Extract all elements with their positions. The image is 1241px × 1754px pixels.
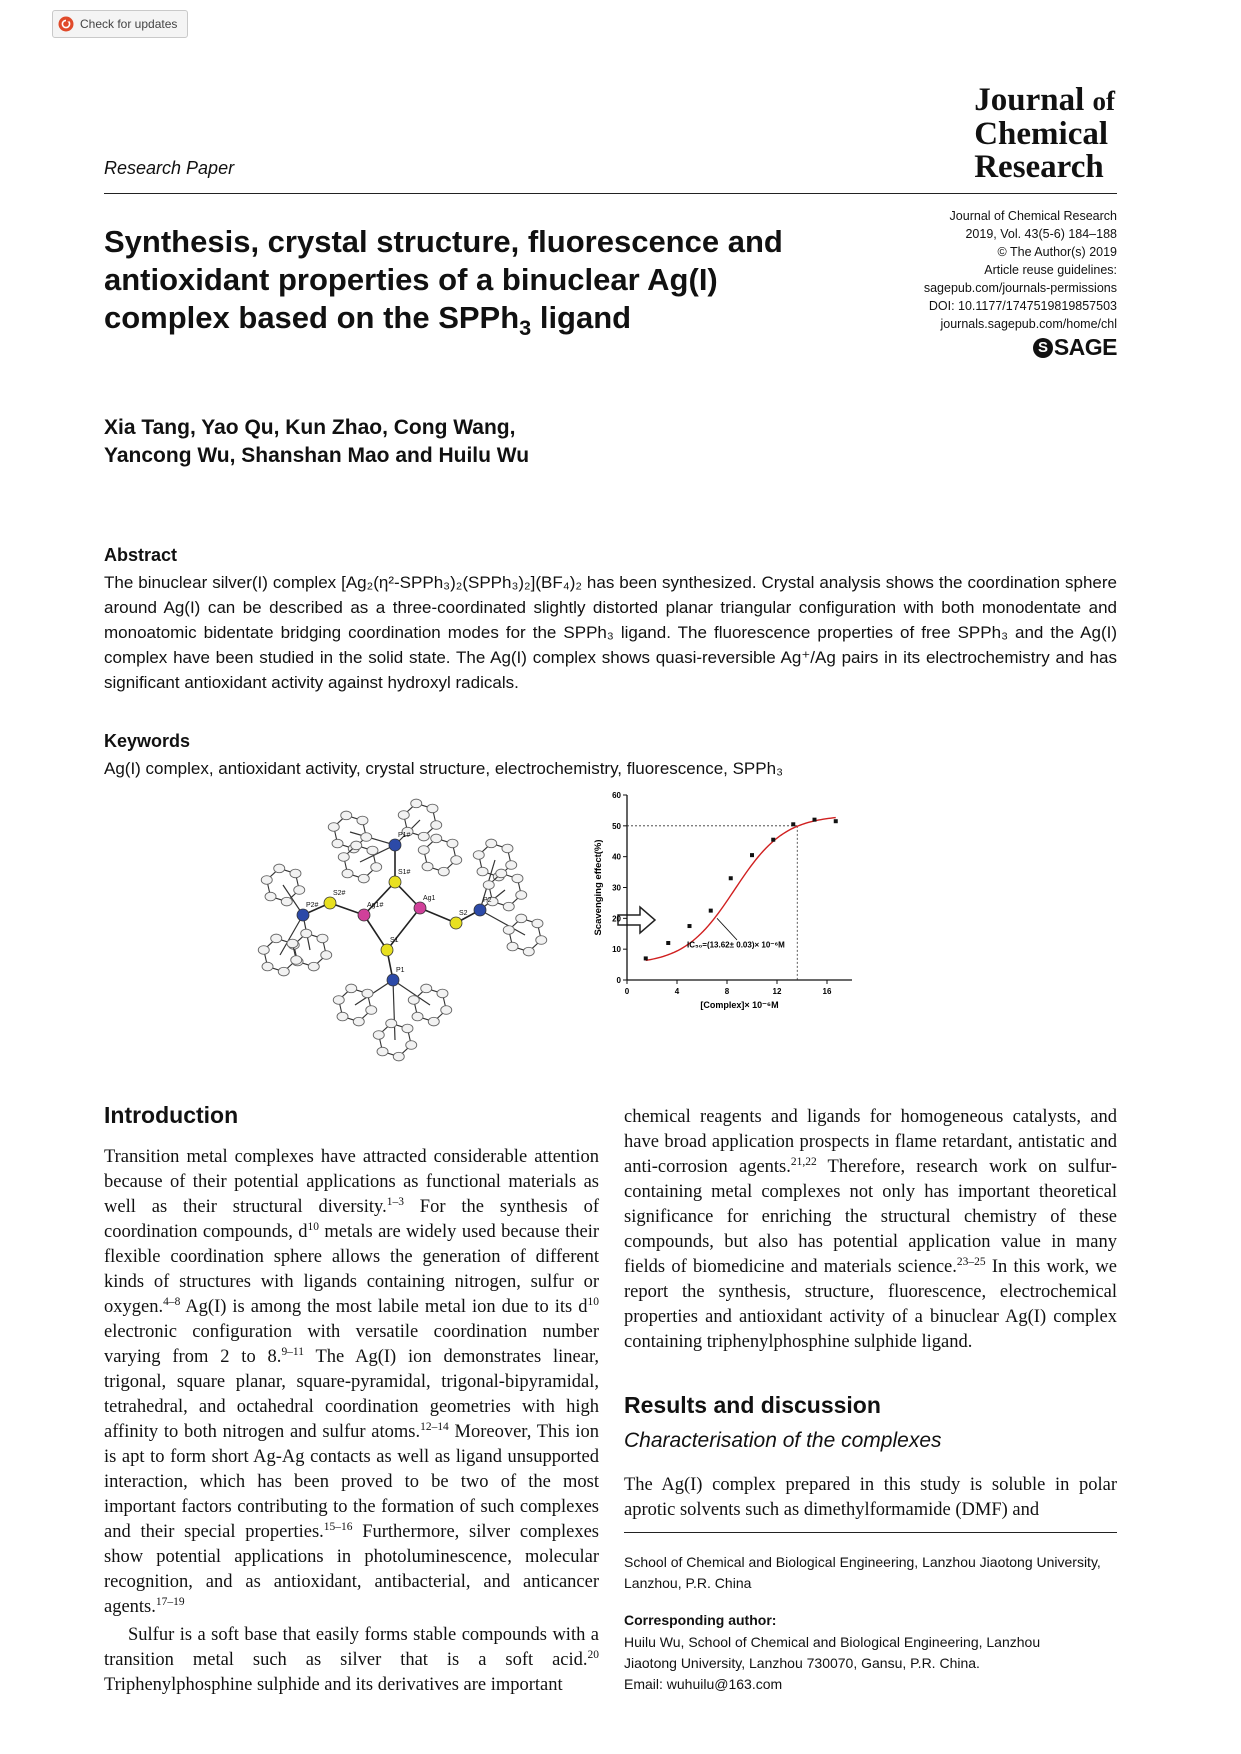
carbon-atom <box>516 914 527 923</box>
atom-label: S1 <box>390 937 399 944</box>
footnote-divider <box>624 1532 1117 1533</box>
corresponding-author-heading: Corresponding author: <box>624 1612 777 1628</box>
carbon-atom <box>437 989 448 998</box>
carbon-atom <box>532 919 543 928</box>
citation-superscript: 4–8 <box>163 1295 181 1308</box>
introduction-paragraph-continued: chemical reagents and ligands for homogeneous catalysts, and have broad application prospects in flame retardant, antistatic and anti-corrosion agents.$^{21,22}$ Therefore, research work on sulfur-containing metal complexes not only has important theoretical significance for enriching the structural chemistry of these compounds, but also has potential application value in many fields of biomedicine and materials science.$^{23-25}$ In this work, we report the synthesis, structure, fluorescence, electrochemical properties and antioxidant activity of a binuclear Ag(I) complex containing triphenylphosphine sulphide ligand. <box>624 1107 1118 1352</box>
refresh-icon <box>58 16 74 32</box>
carbon-atom <box>291 956 302 965</box>
pub-reuse: Article reuse guidelines: <box>984 263 1117 277</box>
x-axis-label: [Complex]× 10⁻⁶M <box>700 1000 779 1010</box>
carbon-atom <box>477 867 488 876</box>
s-atom <box>389 876 401 888</box>
carbon-atom <box>351 841 362 850</box>
sage-s-icon: S <box>1033 338 1053 358</box>
x-tick-label: 12 <box>772 987 782 996</box>
corr-line-1: Huilu Wu, School of Chemical and Biological Engineering, Lanzhou <box>624 1634 1041 1650</box>
carbon-atom <box>294 886 305 895</box>
x-tick-label: 4 <box>674 987 680 996</box>
subsection-heading: Characterisation of the complexes <box>624 1429 942 1452</box>
y-tick-label: 40 <box>612 852 621 862</box>
results-paragraph-1: The Ag(I) complex prepared in this study is soluble in polar aprotic solvents such as dimethylformamide (DMF) and <box>624 1475 1117 1520</box>
p-c-bond <box>393 980 395 1040</box>
y-tick-label: 50 <box>612 821 621 831</box>
s-atom <box>381 944 393 956</box>
carbon-atom <box>342 869 353 878</box>
carbon-atom <box>362 989 373 998</box>
introduction-heading: Introduction <box>104 1102 239 1128</box>
atom-label: P2 <box>483 897 492 904</box>
results-heading: Results and discussion <box>624 1392 881 1418</box>
keywords-heading: Keywords <box>104 731 191 751</box>
fit-curve <box>646 818 836 961</box>
title-line-2: antioxidant properties of a binuclear Ag(I) <box>104 262 718 297</box>
pub-copyright: © The Author(s) 2019 <box>997 245 1117 259</box>
p-atom <box>387 974 399 986</box>
abstract-heading: Abstract <box>104 545 178 565</box>
p-c-bond <box>355 980 393 1005</box>
carbon-atom <box>431 821 442 830</box>
data-point <box>729 876 733 880</box>
x-tick-label: 0 <box>624 987 630 996</box>
s-atom <box>450 917 462 929</box>
carbon-atom <box>346 984 357 993</box>
citation-superscript: 20 <box>587 1648 599 1661</box>
authors-line-1: Xia Tang, Yao Qu, Kun Zhao, Cong Wang, <box>104 416 516 439</box>
carbon-atom <box>438 867 449 876</box>
citation-superscript: 10 <box>307 1220 319 1233</box>
corresponding-author-details <box>624 1632 1117 1695</box>
p-atom <box>297 909 309 921</box>
coordination-bond <box>364 882 395 915</box>
y-tick-label: 10 <box>612 945 621 955</box>
p-atom <box>389 839 401 851</box>
citation-superscript: 21,22 <box>790 1155 817 1168</box>
pub-doi-link[interactable]: DOI: 10.1177/1747519819857503 <box>928 299 1117 313</box>
check-for-updates-button[interactable] <box>52 10 188 38</box>
authors-line-2: Yancong Wu, Shanshan Mao and Huilu Wu <box>104 444 530 467</box>
scavenging-chart <box>593 791 852 1010</box>
atom-label: S2 <box>459 910 468 917</box>
pub-homepage-link[interactable]: journals.sagepub.com/home/chl <box>940 317 1117 331</box>
introduction-paragraph-1: Transition metal complexes have attracted considerable attention because of their potential applications as functional materials as well as their structural diversity.$^{1-3}$ For the synthesis of coordination compounds, $d^{10}$ metals are widely used because their flexible coordination sphere allows the generation of different kinds of structures with ligands containing nitrogen, sulfur or oxygen.$^{4-8}$ Ag(I) is among the most labile metal ion due to its $d^{10}$ electronic configuration with versatile coordination number varying from 2 to 8.$^{9-11}$ The Ag(I) ion demonstrates linear, trigonal, square planar, square-pyramidal, trigonal-bipyramidal, tetrahedral, and octahedral coordination geometries with high affinity to both nitrogen and sulfur atoms.$^{12-14}$ Moreover, This ion is apt to form short Ag-Ag contacts as well as ligand unsupported interaction, which has been proved to be two of the most important factors contributing to the formation of such complexes and their special properties.$^{15-16}$ Furthermore, silver complexes show potential applications in photoluminescence, molecular recognition, and as antioxidant, antibacterial, and anticancer agents.$^{17-19}$ <box>104 1147 599 1617</box>
carbon-atom <box>337 1012 348 1021</box>
carbon-atom <box>301 929 312 938</box>
carbon-atom <box>441 1006 452 1015</box>
journal-logo-line3: Research <box>974 149 1104 185</box>
carbon-atom <box>507 942 518 951</box>
carbon-atom <box>503 926 514 935</box>
crystal-structure-diagram <box>258 799 546 1061</box>
carbon-atom <box>278 967 289 976</box>
carbon-atom <box>506 861 517 870</box>
paper-type-label: Research Paper <box>104 158 235 178</box>
author-list <box>104 414 704 470</box>
carbon-atom <box>366 1006 377 1015</box>
pub-permissions-link[interactable]: sagepub.com/journals-permissions <box>923 281 1117 295</box>
carbon-atom <box>422 862 433 871</box>
journal-logo-line2: Chemical <box>974 116 1109 152</box>
pub-volume: 2019, Vol. 43(5-6) 184–188 <box>965 227 1117 241</box>
carbon-atom <box>418 846 429 855</box>
carbon-atom <box>353 1017 364 1026</box>
y-tick-label: 60 <box>612 791 621 800</box>
carbon-atom <box>523 947 534 956</box>
carbon-atom <box>473 851 484 860</box>
y-tick-label: 30 <box>612 883 621 893</box>
title-subscript: 3 <box>519 315 532 341</box>
carbon-atom <box>402 1024 413 1033</box>
ic50-annotation: IC₅₀=(13.62± 0.03)× 10⁻⁶M <box>687 940 785 950</box>
introduction-paragraph-2: Sulfur is a soft base that easily forms stable compounds with a transition metal such as silver that is a soft acid.$^{20}$ Triphenylphosphine sulphide and its derivatives are important <box>104 1625 599 1695</box>
carbon-atom <box>447 839 458 848</box>
carbon-atom <box>290 869 301 878</box>
publication-info <box>817 207 1117 333</box>
data-point <box>771 838 775 842</box>
carbon-atom <box>332 839 343 848</box>
title-line-3-end: ligand <box>531 300 632 335</box>
journal-logo-of: of <box>1092 86 1115 116</box>
ag-atom <box>414 902 426 914</box>
x-tick-label: 16 <box>822 987 832 996</box>
data-point <box>750 853 754 857</box>
carbon-atom <box>418 832 429 841</box>
s-atom <box>324 897 336 909</box>
carbon-atom <box>406 1041 417 1050</box>
carbon-atom <box>431 834 442 843</box>
graphical-abstract-figure <box>255 790 975 1065</box>
atom-label: S1# <box>398 869 411 876</box>
p-atom <box>474 904 486 916</box>
data-point <box>666 941 670 945</box>
carbon-atom <box>357 816 368 825</box>
carbon-atom <box>512 874 523 883</box>
annotation-pointer <box>717 918 737 940</box>
corr-line-2: Jiaotong University, Lanzhou 730070, Gansu, P.R. China. <box>624 1655 980 1671</box>
atom-label: S2# <box>333 890 346 897</box>
data-point <box>791 822 795 826</box>
citation-superscript: 15–16 <box>323 1520 353 1533</box>
carbon-atom <box>274 864 285 873</box>
carbon-atom <box>393 1052 404 1061</box>
citation-superscript: 9–11 <box>281 1345 304 1358</box>
title-line-3-text: complex based on the SPPh <box>104 300 520 335</box>
carbon-atom <box>411 799 422 808</box>
carbon-atom <box>258 946 269 955</box>
carbon-atom <box>265 892 276 901</box>
citation-superscript: 12–14 <box>420 1420 449 1433</box>
carbon-atom <box>496 869 507 878</box>
carbon-atom <box>377 1047 388 1056</box>
carbon-atom <box>281 897 292 906</box>
carbon-atom <box>428 1017 439 1026</box>
carbon-atom <box>451 856 462 865</box>
data-point <box>644 956 648 960</box>
title-line-3 <box>104 299 844 341</box>
journal-logo-line1: Journal <box>974 82 1085 118</box>
y-tick-label: 20 <box>612 914 621 924</box>
carbon-atom <box>338 853 349 862</box>
atom-label: Ag1# <box>367 902 384 909</box>
carbon-atom <box>367 846 378 855</box>
header-divider <box>104 193 1117 194</box>
carbon-atom <box>421 984 432 993</box>
carbon-atom <box>262 962 273 971</box>
carbon-atom <box>328 823 339 832</box>
data-point <box>709 909 713 913</box>
carbon-atom <box>358 874 369 883</box>
journal-logo <box>974 84 1115 184</box>
sage-logo <box>1033 334 1117 361</box>
carbon-atom <box>341 811 352 820</box>
carbon-atom <box>261 876 272 885</box>
carbon-atom <box>308 962 319 971</box>
corr-email-link[interactable]: Email: wuhuilu@163.com <box>624 1676 783 1692</box>
carbon-atom <box>516 891 527 900</box>
carbon-atom <box>333 996 344 1005</box>
citation-superscript: 1–3 <box>386 1195 404 1208</box>
pub-journal: Journal of Chemical Research <box>949 209 1117 223</box>
carbon-atom <box>398 811 409 820</box>
y-axis-label: Scavenging effect(%) <box>593 839 604 936</box>
carbon-atom <box>361 833 372 842</box>
carbon-atom <box>287 939 298 948</box>
data-point <box>813 818 817 822</box>
carbon-atom <box>371 863 382 872</box>
paper-title <box>104 223 844 341</box>
carbon-atom <box>321 951 332 960</box>
check-for-updates-label: Check for updates <box>80 17 178 31</box>
carbon-atom <box>427 804 438 813</box>
carbon-atom <box>386 1019 397 1028</box>
ag-atom <box>358 909 370 921</box>
y-tick-label: 0 <box>616 976 621 985</box>
atom-label: P1# <box>398 832 411 839</box>
carbon-atom <box>483 881 494 890</box>
arrow-icon <box>618 907 655 933</box>
x-tick-label: 8 <box>724 987 730 996</box>
abstract-text: The binuclear silver(I) complex [Ag₂(η²-SPPh₃)₂(SPPh₃)₂](BF₄)₂ has been synthesized. Crystal analysis shows the coordination sphere around Ag(I) can be described as a three-coordinated slightly distorted planar triangular configuration with both monodentate and monoatomic bidentate bridging coordination modes for the SPPh₃ ligand. The fluorescence properties of free SPPh₃ and the Ag(I) complex have been studied in the solid state. The Ag(I) complex shows quasi-reversible Ag⁺/Ag pairs in its electrochemistry and has significant antioxidant activity against hydroxyl radicals. <box>104 573 1117 692</box>
data-point <box>688 924 692 928</box>
carbon-atom <box>408 996 419 1005</box>
carbon-atom <box>271 934 282 943</box>
title-line-1: Synthesis, crystal structure, fluorescence and <box>104 224 783 259</box>
keywords-text: Ag(I) complex, antioxidant activity, crystal structure, electrochemistry, fluorescence, SPPh₃ <box>104 759 783 778</box>
affiliation-note: School of Chemical and Biological Engineering, Lanzhou Jiaotong University, Lanzhou, P.R. China <box>624 1554 1101 1591</box>
citation-superscript: 10 <box>587 1295 599 1308</box>
atom-label: P2# <box>306 902 319 909</box>
carbon-atom <box>412 1012 423 1021</box>
carbon-atom <box>536 936 547 945</box>
atom-label: Ag1 <box>423 895 436 902</box>
atom-label: P1 <box>396 967 405 974</box>
sage-logo-text: SAGE <box>1053 334 1117 360</box>
carbon-atom <box>317 934 328 943</box>
carbon-atom <box>502 844 513 853</box>
citation-superscript: 17–19 <box>155 1595 185 1608</box>
carbon-atom <box>503 902 514 911</box>
carbon-atom <box>373 1031 384 1040</box>
citation-superscript: 23–25 <box>956 1255 986 1268</box>
carbon-atom <box>486 839 497 848</box>
data-point <box>834 819 838 823</box>
